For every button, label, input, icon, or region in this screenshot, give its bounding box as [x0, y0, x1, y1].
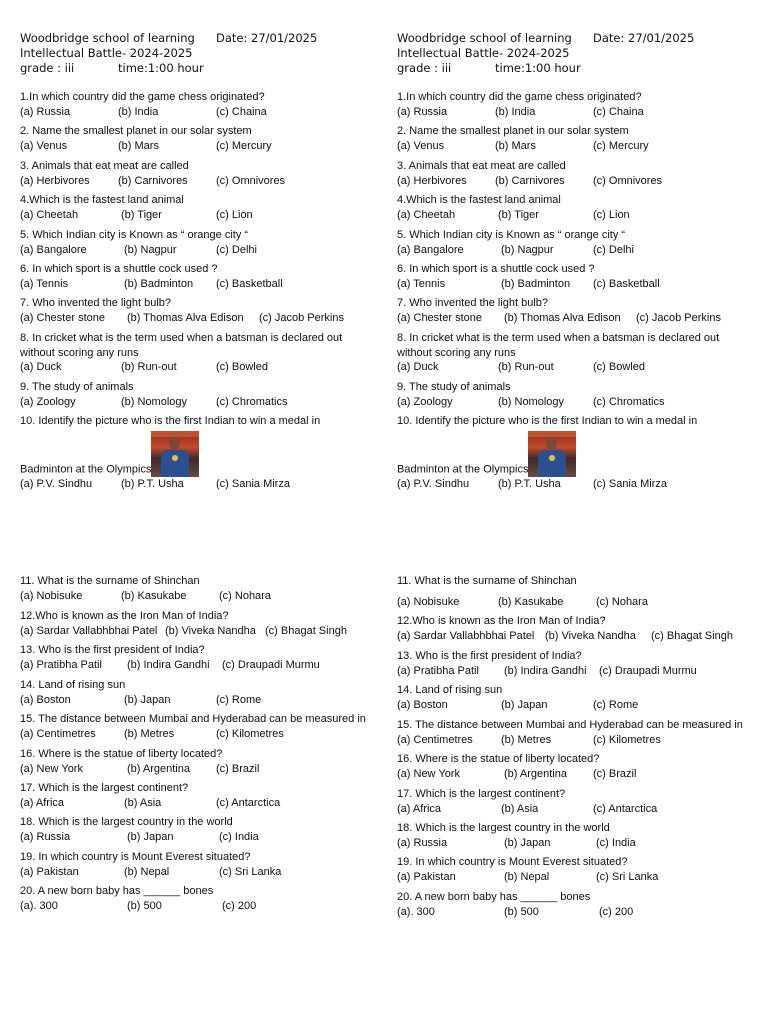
question-13	[397, 649, 768, 678]
question-text: 17. Which is the largest continent?	[20, 782, 189, 794]
option-b: (b) Nomology	[498, 395, 565, 408]
option-b: (b) Nagpur	[124, 243, 177, 256]
option-c: (c) Nohara	[219, 589, 271, 602]
option-c: (c) Chromatics	[593, 395, 665, 408]
option-c: (c) Antarctica	[216, 796, 281, 809]
option-c: (c) Rome	[216, 693, 262, 706]
option-b: (b) 500	[127, 899, 162, 912]
option-b: (b) Tiger	[498, 208, 539, 221]
option-a: (a) Herbivores	[20, 174, 90, 187]
question-text: 13. Who is the first president of India?	[397, 650, 582, 662]
option-a: (a) Centimetres	[397, 733, 473, 746]
question-18	[20, 815, 392, 844]
option-c: (c) Jacob Perkins	[636, 311, 721, 324]
question-text: 4.Which is the fastest land animal	[397, 194, 561, 206]
option-a: (a). 300	[20, 899, 58, 912]
option-b: (b) Mars	[118, 139, 159, 152]
option-b: (b) Indira Gandhi	[127, 658, 210, 671]
question-text: 20. A new born baby has ______ bones	[397, 891, 591, 903]
option-b: (b) P.T. Usha	[121, 477, 184, 490]
option-c: (c) Antarctica	[593, 802, 658, 815]
option-c: (c) India	[219, 830, 259, 843]
question-16	[20, 747, 392, 776]
athlete-medal-photo	[151, 431, 199, 477]
option-c: (c) Omnivores	[216, 174, 286, 187]
option-b: (b) Metres	[501, 733, 552, 746]
option-c: (c) Chaina	[593, 105, 644, 118]
question-text: 1.In which country did the game chess originated?	[20, 91, 265, 103]
option-c: (c) Bowled	[593, 361, 645, 373]
option-a: (a) Venus	[397, 139, 445, 152]
question-text: 8. In cricket what is the term used when a batsman is declared out	[397, 332, 720, 344]
option-a: (a) Russia	[20, 105, 71, 118]
question-text: 7. Who invented the light bulb?	[20, 297, 172, 309]
question-text: 10. Identify the picture who is the first Indian to win a medal in	[20, 415, 321, 427]
option-a: (a) Boston	[397, 698, 448, 711]
question-text: 16. Where is the statue of liberty located?	[20, 748, 223, 760]
option-c: (c) Bowled	[216, 361, 268, 373]
option-a: (a) P.V. Sindhu	[20, 477, 93, 490]
question-9	[20, 380, 392, 409]
question-text: 6. In which sport is a shuttle cock used ?	[20, 263, 218, 275]
question-18	[397, 821, 768, 850]
option-a: (a) Pakistan	[20, 865, 79, 878]
option-a: (a) Pakistan	[397, 870, 456, 883]
option-a: (a) Russia	[397, 105, 448, 118]
option-a: (a) Nobisuke	[20, 589, 83, 602]
option-a: (a). 300	[397, 905, 435, 918]
option-a: (a) Boston	[20, 693, 71, 706]
option-c: (c) Delhi	[593, 243, 634, 256]
question-10	[397, 414, 768, 491]
question-4	[397, 193, 768, 222]
option-a: (a) Cheetah	[397, 208, 456, 221]
option-b: (b) Asia	[501, 802, 539, 815]
time-label: time:1:00 hour	[495, 61, 581, 75]
option-a: (a) Tennis	[20, 277, 69, 290]
option-b: (b) Viveka Nandha	[165, 624, 256, 637]
event-title: Intellectual Battle- 2024-2025	[397, 46, 570, 60]
question-text: 15. The distance between Mumbai and Hyderabad can be measured in	[397, 719, 743, 731]
option-a: (a) Chester stone	[397, 311, 482, 324]
question-text: 13. Who is the first president of India?	[20, 644, 205, 656]
option-c: (c) Basketball	[593, 277, 660, 290]
option-a: (a) Russia	[397, 836, 448, 849]
option-b: (b) Argentina	[127, 762, 190, 775]
question-text-continued: Badminton at the Olympics	[397, 463, 529, 475]
event-title: Intellectual Battle- 2024-2025	[20, 46, 193, 60]
question-5	[397, 228, 768, 257]
option-c: (c) Bhagat Singh	[651, 629, 733, 642]
option-c: (c) Kilometres	[216, 727, 284, 740]
question-text: 17. Which is the largest continent?	[397, 788, 566, 800]
question-text: 12.Who is known as the Iron Man of India?	[20, 610, 229, 622]
option-a: (a) Sardar Vallabhbhai Patel	[20, 624, 158, 637]
option-c: (c) Nohara	[596, 595, 648, 608]
question-text: 9. The study of animals	[20, 381, 134, 393]
option-c: (c) Sania Mirza	[216, 477, 290, 490]
question-text: 11. What is the surname of Shinchan	[397, 575, 577, 587]
question-11	[397, 574, 768, 609]
question-text: 14. Land of rising sun	[20, 679, 126, 691]
question-text: 16. Where is the statue of liberty located?	[397, 753, 600, 765]
question-text-continued: Badminton at the Olympics	[20, 463, 152, 475]
option-b: (b) Badminton	[124, 277, 194, 290]
question-text: 5. Which Indian city is Known as “ orange city “	[397, 229, 626, 241]
option-c: (c) Mercury	[216, 139, 272, 152]
option-b: (b) 500	[504, 905, 539, 918]
paper-header	[20, 31, 390, 76]
option-b: (b) Nagpur	[501, 243, 554, 256]
question-12	[397, 614, 768, 643]
option-a: (a) Sardar Vallabhbhai Patel	[397, 629, 535, 642]
question-13	[20, 643, 392, 672]
question-text: 7. Who invented the light bulb?	[397, 297, 549, 309]
question-7	[20, 296, 392, 325]
question-19	[397, 855, 768, 884]
question-17	[20, 781, 392, 810]
option-a: (a) Herbivores	[397, 174, 467, 187]
exam-date: Date: 27/01/2025	[216, 31, 318, 45]
option-a: (a) New York	[397, 767, 460, 780]
option-b: (b) Japan	[124, 693, 171, 706]
option-a: (a) Cheetah	[20, 208, 79, 221]
option-b: (b) Carnivores	[495, 174, 565, 187]
option-a: (a) Chester stone	[20, 311, 105, 324]
question-text: 8. In cricket what is the term used when a batsman is declared out	[20, 332, 343, 344]
question-text: 10. Identify the picture who is the first Indian to win a medal in	[397, 415, 698, 427]
option-b: (b) Metres	[124, 727, 175, 740]
question-text: 3. Animals that eat meat are called	[20, 160, 189, 172]
question-text: 18. Which is the largest country in the world	[397, 822, 610, 834]
question-19	[20, 850, 392, 879]
option-c: (c) Sania Mirza	[593, 477, 667, 490]
option-a: (a) Centimetres	[20, 727, 96, 740]
school-name: Woodbridge school of learning	[397, 31, 572, 45]
option-c: (c) 200	[222, 899, 257, 912]
question-text: 2. Name the smallest planet in our solar system	[20, 125, 252, 137]
option-c: (c) Brazil	[216, 762, 260, 775]
option-b: (b) Thomas Alva Edison	[504, 311, 621, 324]
question-8	[20, 331, 392, 375]
option-a: (a) Bangalore	[397, 243, 464, 256]
option-a: (a) Duck	[397, 361, 439, 373]
option-c: (c) Basketball	[216, 277, 283, 290]
option-a: (a) Duck	[20, 361, 62, 373]
option-b: (b) Asia	[124, 796, 162, 809]
question-5	[20, 228, 392, 257]
question-text: 1.In which country did the game chess originated?	[397, 91, 642, 103]
option-b: (b) Nomology	[121, 395, 188, 408]
time-label: time:1:00 hour	[118, 61, 204, 75]
option-b: (b) Kasukabe	[121, 589, 187, 602]
question-8	[397, 331, 768, 375]
option-c: (c) Sri Lanka	[219, 865, 282, 878]
athlete-medal-photo	[528, 431, 576, 477]
option-c: (c) Chromatics	[216, 395, 288, 408]
question-7	[397, 296, 768, 325]
option-c: (c) Kilometres	[593, 733, 661, 746]
option-b: (b) Viveka Nandha	[545, 629, 636, 642]
question-text: 19. In which country is Mount Everest situated?	[397, 856, 628, 868]
option-a: (a) Africa	[20, 796, 65, 809]
question-text: 4.Which is the fastest land animal	[20, 194, 184, 206]
option-b: (b) P.T. Usha	[498, 477, 561, 490]
option-b: (b) Japan	[504, 836, 551, 849]
question-4	[20, 193, 392, 222]
option-b: (b) India	[118, 105, 159, 118]
question-text: 12.Who is known as the Iron Man of India?	[397, 615, 606, 627]
question-16	[397, 752, 768, 781]
option-c: (c) Bhagat Singh	[265, 624, 347, 637]
question-6	[20, 262, 392, 291]
option-c: (c) Mercury	[593, 139, 649, 152]
option-b: (b) Nepal	[504, 870, 550, 883]
question-text: 20. A new born baby has ______ bones	[20, 885, 214, 897]
option-b: (b) Argentina	[504, 767, 567, 780]
question-text: 11. What is the surname of Shinchan	[20, 575, 200, 587]
question-text: 18. Which is the largest country in the world	[20, 816, 233, 828]
option-c: (c) 200	[599, 905, 634, 918]
question-3	[397, 159, 768, 188]
option-a: (a) Nobisuke	[397, 595, 460, 608]
option-a: (a) Pratibha Patil	[20, 658, 102, 671]
option-a: (a) P.V. Sindhu	[397, 477, 470, 490]
option-b: (b) India	[495, 105, 536, 118]
question-text: 6. In which sport is a shuttle cock used ?	[397, 263, 595, 275]
option-b: (b) Badminton	[501, 277, 571, 290]
option-c: (c) Brazil	[593, 767, 637, 780]
option-c: (c) Draupadi Murmu	[222, 658, 320, 671]
question-12	[20, 609, 392, 638]
option-c: (c) Chaina	[216, 105, 267, 118]
question-text: 2. Name the smallest planet in our solar system	[397, 125, 629, 137]
question-1	[20, 90, 392, 119]
question-20	[20, 884, 392, 913]
option-b: (b) Indira Gandhi	[504, 664, 587, 677]
question-15	[20, 712, 392, 741]
question-2	[397, 124, 768, 153]
option-a: (a) Zoology	[397, 395, 453, 408]
option-b: (b) Tiger	[121, 208, 162, 221]
question-3	[20, 159, 392, 188]
option-c: (c) Lion	[593, 208, 630, 221]
question-14	[20, 678, 392, 707]
option-c: (c) Jacob Perkins	[259, 311, 344, 324]
question-text: 15. The distance between Mumbai and Hyderabad can be measured in	[20, 713, 366, 725]
option-a: (a) New York	[20, 762, 83, 775]
option-b: (b) Thomas Alva Edison	[127, 311, 244, 324]
exam-date: Date: 27/01/2025	[593, 31, 695, 45]
option-a: (a) Bangalore	[20, 243, 87, 256]
question-text-continued: without scoring any runs	[397, 346, 516, 359]
question-text: 14. Land of rising sun	[397, 684, 503, 696]
school-name: Woodbridge school of learning	[20, 31, 195, 45]
grade-label: grade : iii	[20, 61, 75, 75]
option-a: (a) Africa	[397, 802, 442, 815]
option-a: (a) Tennis	[397, 277, 446, 290]
question-text: 19. In which country is Mount Everest situated?	[20, 851, 251, 863]
option-c: (c) Delhi	[216, 243, 257, 256]
question-text: 5. Which Indian city is Known as “ orange city “	[20, 229, 249, 241]
question-20	[397, 890, 768, 919]
question-text-continued: without scoring any runs	[20, 346, 139, 359]
grade-label: grade : iii	[397, 61, 452, 75]
question-text: 3. Animals that eat meat are called	[397, 160, 566, 172]
option-a: (a) Zoology	[20, 395, 76, 408]
option-b: (b) Japan	[127, 830, 174, 843]
question-14	[397, 683, 768, 712]
paper-header	[397, 31, 767, 76]
question-1	[397, 90, 768, 119]
option-a: (a) Russia	[20, 830, 71, 843]
option-c: (c) Omnivores	[593, 174, 663, 187]
option-b: (b) Run-out	[498, 361, 554, 373]
option-b: (b) Kasukabe	[498, 595, 564, 608]
option-c: (c) India	[596, 836, 636, 849]
option-b: (b) Carnivores	[118, 174, 188, 187]
option-c: (c) Rome	[593, 698, 639, 711]
question-text: 9. The study of animals	[397, 381, 511, 393]
question-15	[397, 718, 768, 747]
question-9	[397, 380, 768, 409]
option-a: (a) Venus	[20, 139, 68, 152]
question-6	[397, 262, 768, 291]
question-11	[20, 574, 392, 603]
option-c: (c) Lion	[216, 208, 253, 221]
question-17	[397, 787, 768, 816]
option-b: (b) Japan	[501, 698, 548, 711]
option-b: (b) Mars	[495, 139, 536, 152]
option-b: (b) Run-out	[121, 361, 177, 373]
option-c: (c) Draupadi Murmu	[599, 664, 697, 677]
option-a: (a) Pratibha Patil	[397, 664, 479, 677]
option-c: (c) Sri Lanka	[596, 870, 659, 883]
option-b: (b) Nepal	[124, 865, 170, 878]
question-2	[20, 124, 392, 153]
question-10	[20, 414, 392, 491]
